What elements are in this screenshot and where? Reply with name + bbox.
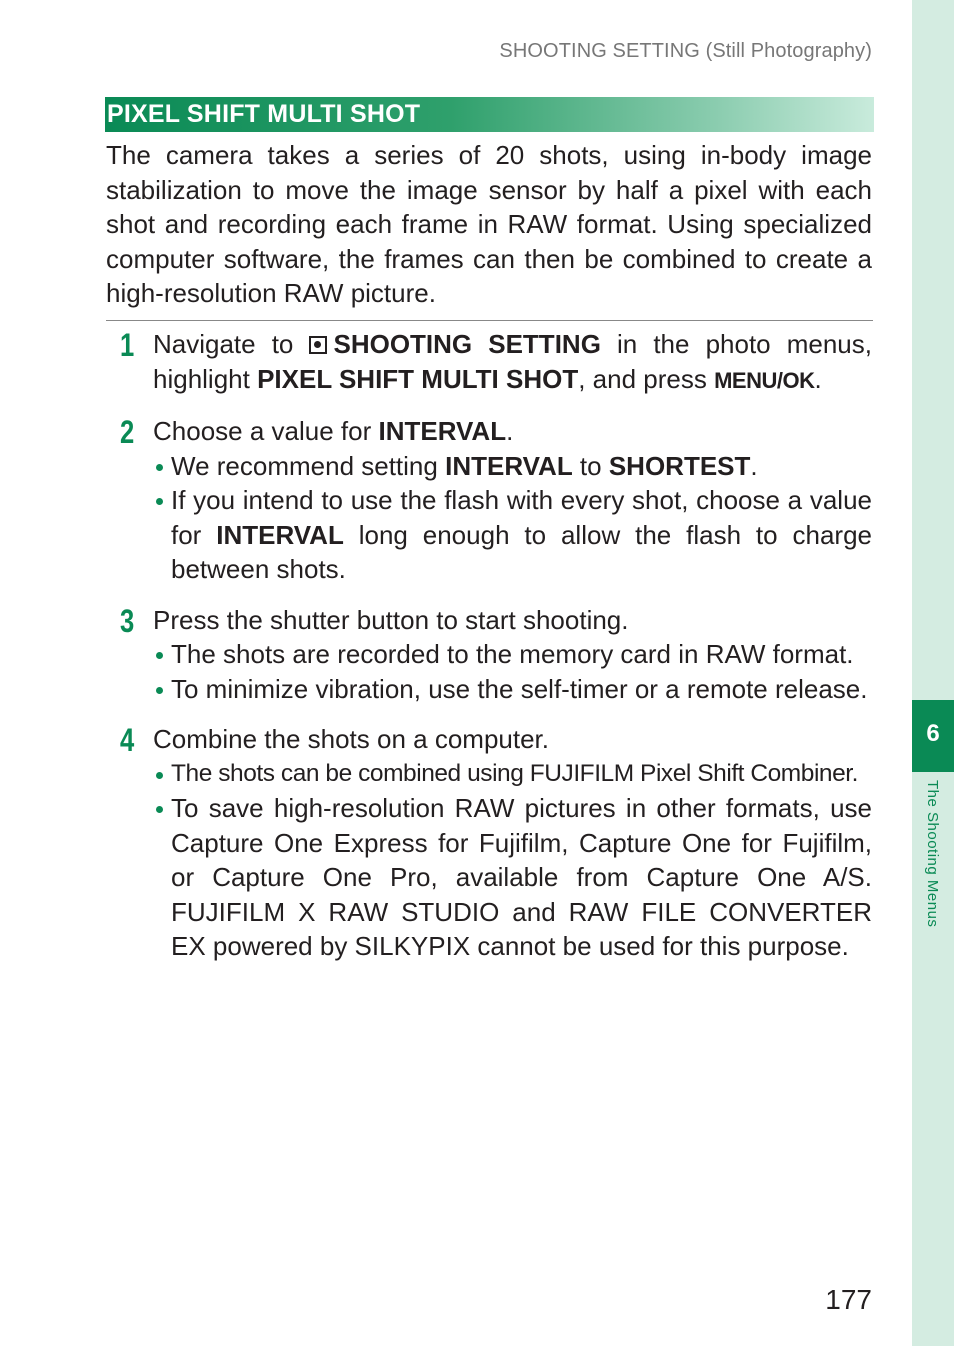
chapter-number: 6 [926, 720, 940, 747]
step-number: 2 [120, 414, 135, 450]
bullet-item: To save high-resolution RAW pictures in other formats, use Capture One Express for Fujifilm, Capture One for Fujifilm, or Capture One Pro, available from Capture One A/S. FUJIFILM X RAW STUDIO and RAW FILE CONVERTER EX powered by SILKYPIX cannot be used for this purpose. [153, 791, 872, 964]
step-number: 4 [120, 722, 135, 758]
section-title: PIXEL SHIFT MULTI SHOT [107, 100, 421, 128]
step-1 [106, 327, 872, 398]
divider-rule [106, 320, 873, 321]
menu-ok-button-label: MENU/OK [714, 367, 815, 393]
step-text: Press the shutter button to start shooting. [153, 604, 629, 635]
chapter-side-tab [912, 0, 954, 1346]
step-text: Navigate to SHOOTING SETTING in the photo menus, highlight PIXEL SHIFT MULTI SHOT, and press MENU/OK. [153, 329, 872, 394]
step-3 [106, 603, 872, 707]
bullet-item: The shots can be combined using FUJIFILM Pixel Shift Combiner. [153, 757, 872, 792]
intro-paragraph: The camera takes a series of 20 shots, using in-body image stabilization to move the image sensor by half a pixel with each shot and recording each frame in RAW format. Using specialized computer software, the frames can then be combined to create a high-resolution RAW picture. [106, 140, 872, 308]
running-head: SHOOTING SETTING (Still Photography) [499, 40, 872, 62]
chapter-label: The Shooting Menus [924, 780, 941, 928]
shooting-menu-icon [309, 336, 327, 354]
step-bullets [153, 637, 872, 706]
step-bullets [153, 757, 872, 964]
bullet-item: If you intend to use the flash with every shot, choose a value for INTERVAL long enough to allow the flash to charge between shots. [153, 483, 872, 587]
step-number: 1 [120, 327, 135, 363]
bullet-item: To minimize vibration, use the self-timer or a remote release. [153, 672, 872, 707]
step-bullets [153, 449, 872, 587]
step-text: Combine the shots on a computer. [153, 724, 550, 754]
step-2 [106, 414, 872, 587]
step-number: 3 [120, 602, 135, 639]
chapter-number-box [912, 700, 954, 772]
bullet-item: The shots are recorded to the memory card in RAW format. [153, 637, 872, 672]
section-heading-band [105, 97, 874, 132]
page-number: 177 [825, 1284, 872, 1315]
step-text: Choose a value for INTERVAL. [153, 416, 514, 446]
step-4 [106, 722, 872, 964]
bullet-item: We recommend setting INTERVAL to SHORTEST. [153, 449, 872, 484]
steps-list [106, 327, 872, 980]
